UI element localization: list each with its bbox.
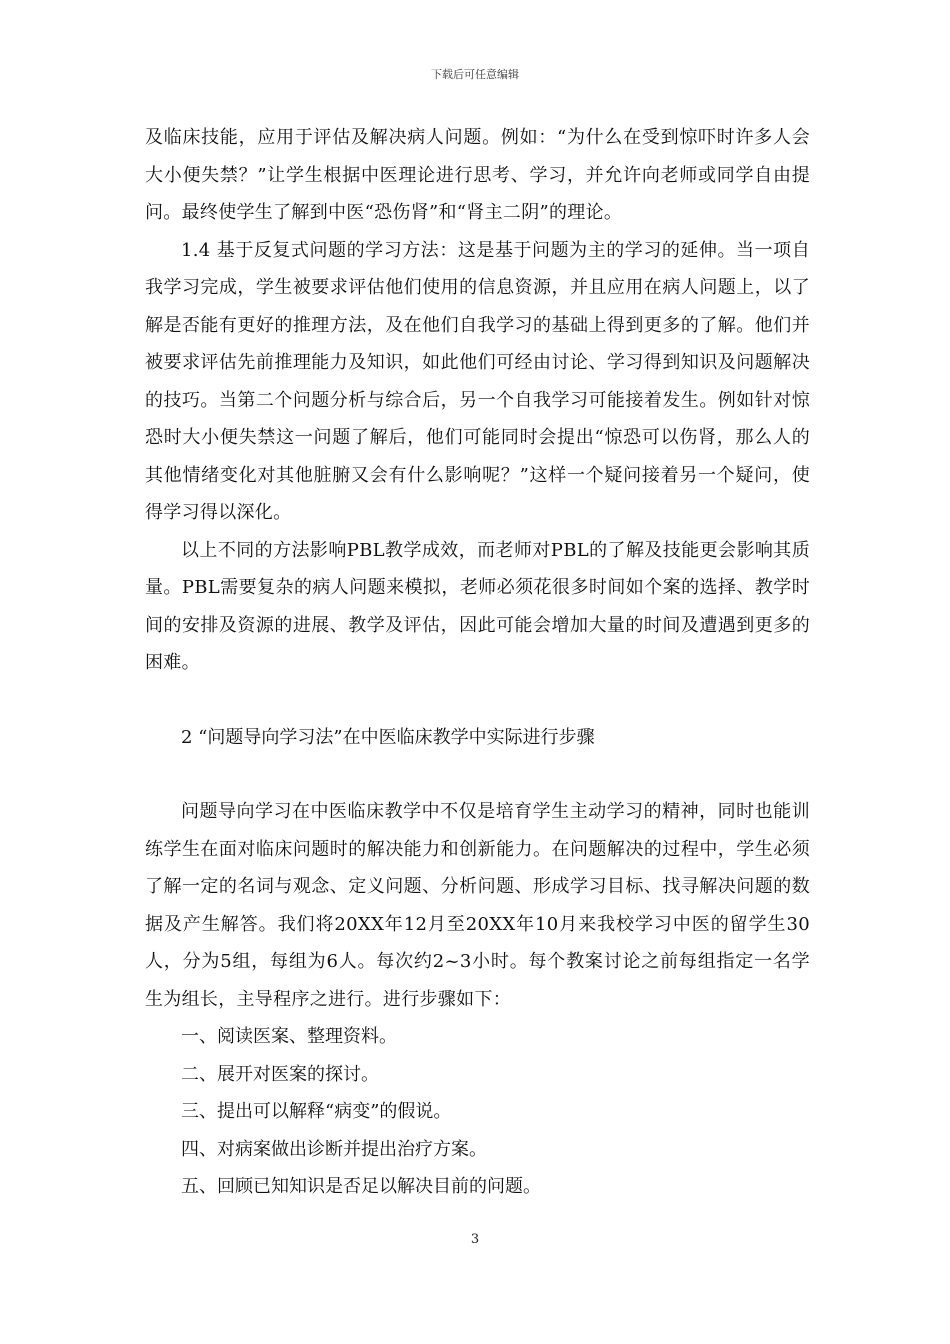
steps-list	[145, 1018, 810, 1206]
spacer	[145, 682, 810, 719]
paragraph-section-2-intro: 问题导向学习在中医临床教学中不仅是培育学生主动学习的精神，同时也能训练学生在面对临床问题时的解决能力和创新能力。在问题解决的过程中，学生必须了解一定的名词与观念、定义问题、分析问题、形成学习目标、找寻解决问题的数据及产生解答。我们将20XX年12月至20XX年10月来我校学习中医的留学生30人，分为5组，每组为6人。每次约2~3小时。每个教案讨论之前每组指定一名学生为组长，主导程序之进行。进行步骤如下：	[145, 801, 810, 1010]
paragraph-continuation: 及临床技能，应用于评估及解决病人问题。例如：“为什么在受到惊吓时许多人会大小便失禁？”让学生根据中医理论进行思考、学习，并允许向老师或同学自由提问。最终使学生了解到中医“恐伤肾”和“肾主二阴”的理论。	[145, 127, 810, 223]
spacer	[145, 756, 810, 793]
document-body	[145, 119, 810, 1206]
page-number: 3	[470, 1232, 480, 1247]
list-item: 五、回顾已知知识是否足以解决目前的问题。	[181, 1176, 541, 1197]
page-header-note: 下载后可任意编辑	[431, 68, 519, 81]
list-item: 四、对病案做出诊断并提出治疗方案。	[181, 1138, 487, 1160]
list-item: 三、提出可以解释“病变”的假说。	[181, 1101, 452, 1122]
list-item: 二、展开对医案的探讨。	[181, 1063, 379, 1085]
list-item: 一、阅读医案、整理资料。	[181, 1026, 397, 1047]
paragraph-section-1-4: 1.4 基于反复式问题的学习方法：这是基于问题为主的学习的延伸。当一项自我学习完成，学生被要求评估他们使用的信息资源，并且应用在病人问题上，以了解是否能有更好的推理方法，及在他们自我学习的基础上得到更多的了解。他们并被要求评估先前推理能力及知识，如此他们可经由讨论、学习得到知识及问题解决的技巧。当第二个问题分析与综合后，另一个自我学习可能接着发生。例如针对惊恐时大小便失禁这一问题了解后，他们可能同时会提出“惊恐可以伤肾，那么人的其他情绪变化对其他脏腑又会有什么影响呢？”这样一个疑问接着另一个疑问，使得学习得以深化。	[145, 239, 810, 523]
paragraph-pbl-quality: 以上不同的方法影响PBL教学成效，而老师对PBL的了解及技能更会影响其质量。PBL需要复杂的病人问题来模拟，老师必须花很多时间如个案的选择、教学时间的安排及资源的进展、教学及评估，因此可能会增加大量的时间及遭遇到更多的困难。	[145, 539, 810, 673]
section-heading: 2 “问题导向学习法”在中医临床教学中实际进行步骤	[181, 726, 595, 748]
